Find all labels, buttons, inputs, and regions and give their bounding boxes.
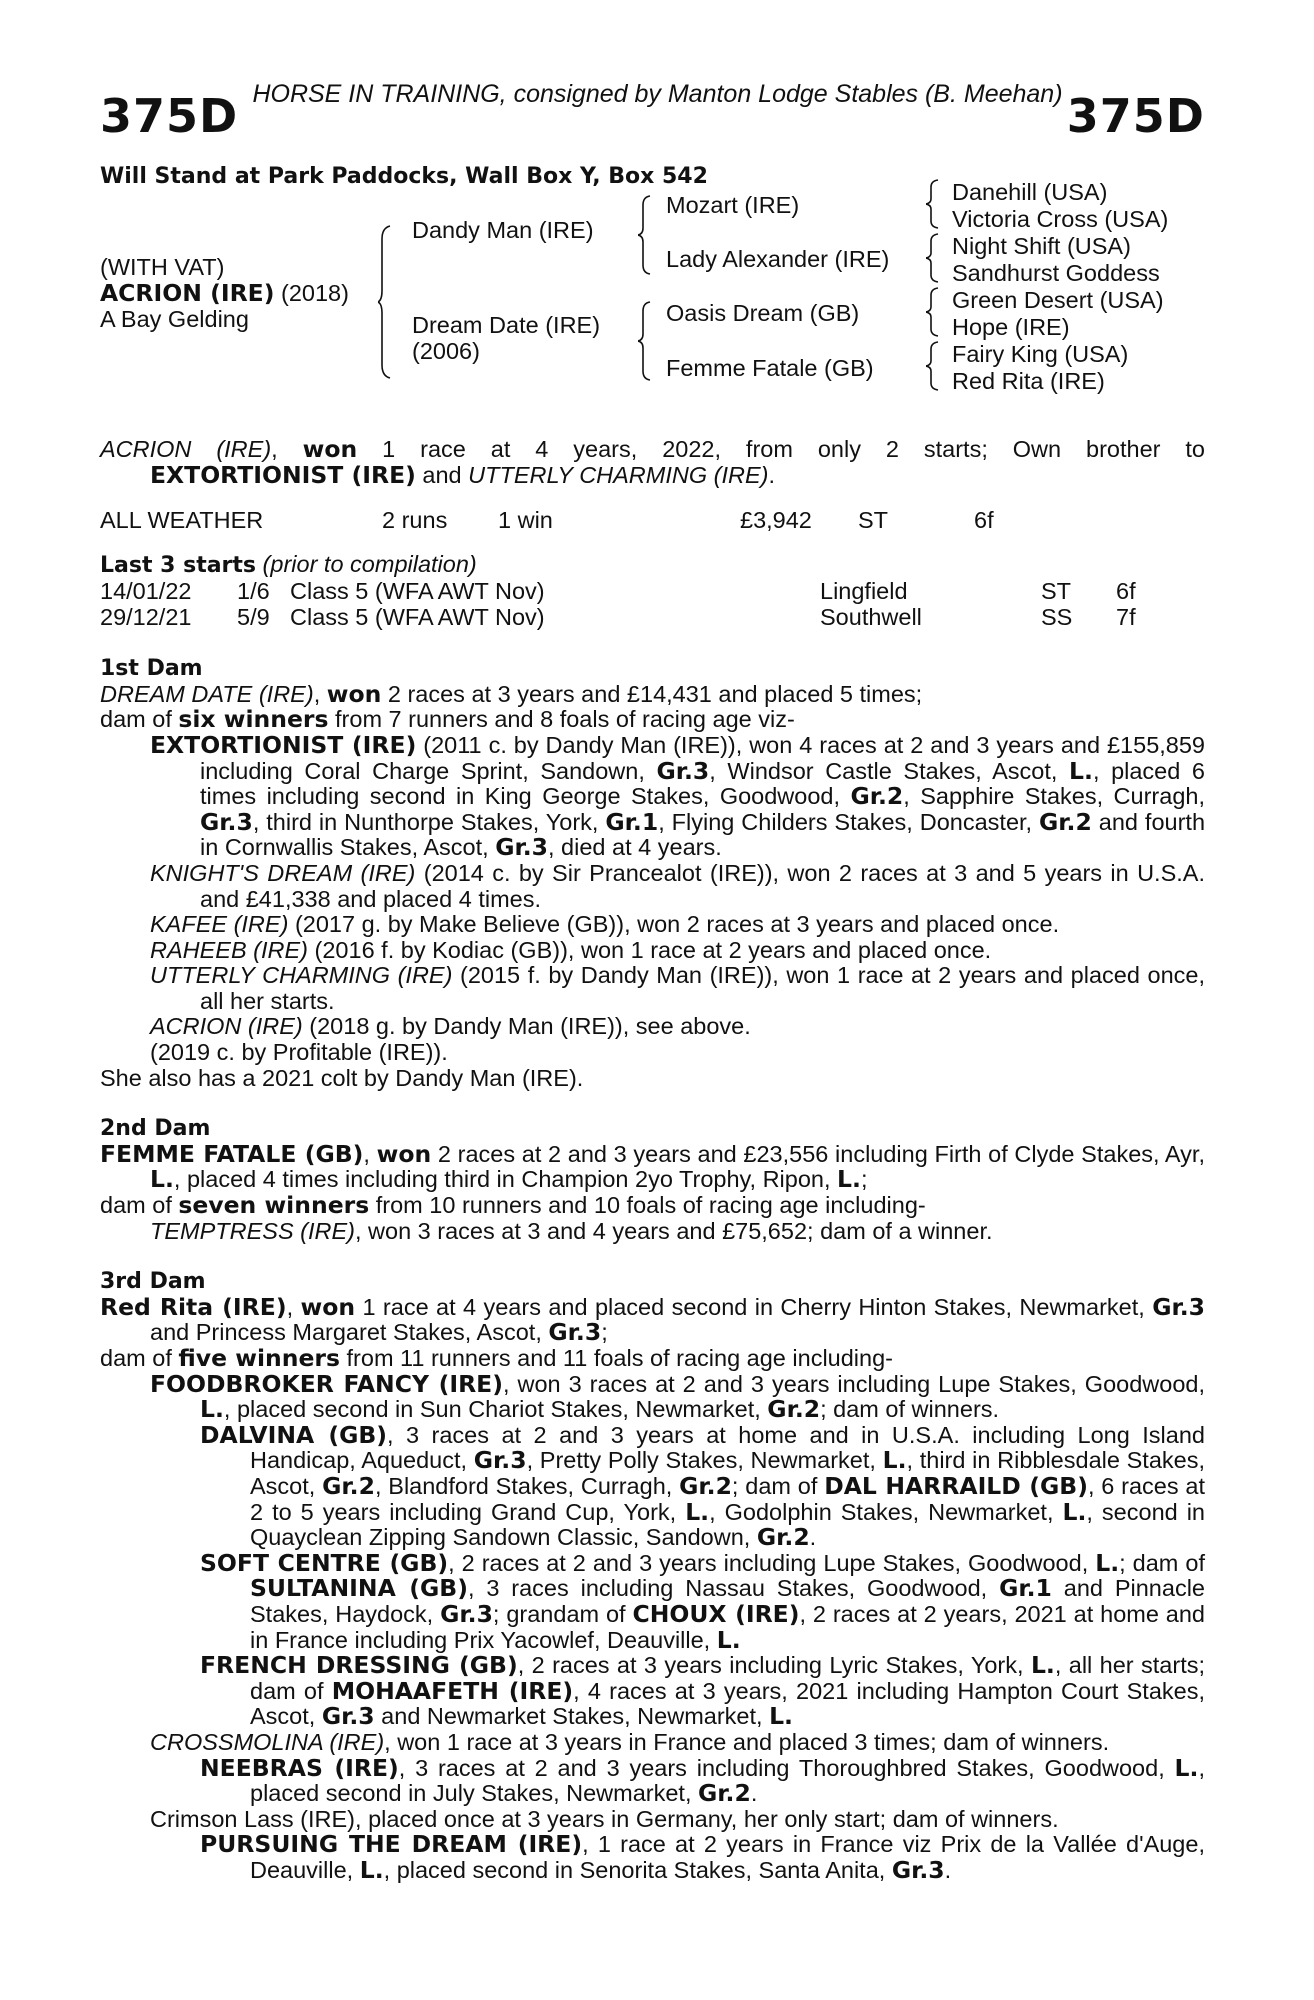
text-fragment: , won 3 races at 2 and 3 years including Lupe Stakes, Goodwood, — [502, 1370, 1205, 1397]
perf-runs: 2 runs — [382, 507, 448, 534]
catalogue-page — [100, 82, 1205, 1883]
grade-label: Gr.2 — [322, 1471, 375, 1500]
produce-entry — [100, 1369, 1205, 1424]
text-fragment: (2018 g. by Dandy Man (IRE)), see above. — [302, 1013, 751, 1040]
horse-name-line — [100, 281, 349, 307]
text-fragment: , 4 races at 3 years, 2021 including Hampton Court Stakes, Ascot, — [250, 1677, 1206, 1730]
produce-name: TEMPTRESS (IRE) — [150, 1217, 355, 1244]
grade-label: Gr.3 — [200, 807, 253, 836]
produce-entry — [100, 1219, 1205, 1245]
produce-entry — [100, 1753, 1205, 1808]
brace-icon — [926, 179, 940, 229]
text-fragment: (2015 f. by Dandy Man (IRE)), won 1 race at 2 years and placed once, all her starts. — [200, 962, 1205, 1014]
text-fragment: ; — [860, 1166, 868, 1193]
last-starts-note: (prior to compilation) — [256, 551, 477, 578]
text-fragment: , 2 races at 2 years, 2021 at home and in France including Prix Yacowlef, Deauville, — [250, 1600, 1205, 1653]
grandsire-8: Red Rita (IRE) — [952, 368, 1105, 395]
text-fragment: , Windsor Castle Stakes, Ascot, — [709, 757, 1070, 784]
produce-name: RAHEEB (IRE) — [150, 936, 308, 963]
text-fragment: (2014 c. by Sir Prancealot (IRE)), won 2 races at 3 and 5 years in U.S.A. and £41,338 and placed 4 times. — [200, 859, 1205, 912]
horse-name: ACRION (IRE) — [100, 279, 275, 308]
brace-icon — [638, 301, 652, 381]
text-fragment: (2016 f. by Kodiac (GB)), won 1 race at 2 years and placed once. — [308, 936, 992, 963]
start-row — [100, 579, 1205, 605]
start-going: SS — [1041, 603, 1073, 630]
text-fragment: . — [809, 1524, 817, 1551]
lot-number-left: 375D — [100, 88, 239, 143]
grade-label: Gr.3 — [440, 1599, 493, 1628]
text-fragment: 2 races at 3 years and £14,431 and placed 5 times; — [381, 680, 923, 707]
text-fragment: , third in Nunthorpe Stakes, York, — [252, 808, 606, 835]
produce-entry — [100, 861, 1205, 912]
third-dam-line — [100, 1292, 1205, 1347]
brace-icon — [378, 225, 392, 379]
grade-label: Gr.2 — [850, 782, 904, 811]
grade-label: Gr.2 — [767, 1395, 821, 1424]
produce-name: UTTERLY CHARMING (IRE) — [150, 962, 453, 989]
start-going: ST — [1041, 577, 1072, 604]
start-position: 1/6 — [237, 577, 270, 604]
text-fragment: and Princess Margaret Stakes, Ascot, — [150, 1319, 549, 1346]
grade-label: Gr.2 — [679, 1471, 732, 1500]
brace-icon — [638, 195, 652, 275]
text-fragment: ; grandam of — [492, 1600, 633, 1627]
third-dam-produce-line — [100, 1346, 1205, 1372]
text-fragment: from 7 runners and 8 foals of racing age viz- — [328, 706, 795, 733]
listed-label: L. — [1030, 1651, 1055, 1680]
brace-icon — [926, 287, 940, 337]
vat-note: (WITH VAT) — [100, 254, 225, 281]
grandsire-7: Fairy King (USA) — [952, 341, 1129, 368]
produce-entry — [100, 1730, 1205, 1756]
text-fragment: (2017 g. by Make Believe (GB)), won 2 races at 3 years and placed once. — [288, 911, 1060, 938]
dam: Dream Date (IRE) — [412, 312, 601, 339]
first-dam-line — [100, 679, 1205, 708]
third-dam-heading: 3rd Dam — [100, 1269, 206, 1295]
text-fragment: . — [750, 1780, 758, 1807]
text-fragment: , Blandford Stakes, Curragh, — [374, 1472, 680, 1499]
grade-label: Gr.3 — [891, 1855, 945, 1884]
stand-location: Will Stand at Park Paddocks, Wall Box Y, Box 542 — [100, 163, 708, 189]
produce-name: FOODBROKER FANCY (IRE) — [150, 1369, 503, 1398]
grandsire-2: Victoria Cross (USA) — [952, 206, 1169, 233]
grandsire-1: Danehill (USA) — [952, 179, 1108, 206]
text-fragment: ; dam of — [731, 1472, 825, 1499]
text-fragment: ; dam of — [1119, 1549, 1205, 1576]
produce-name: KAFEE (IRE) — [150, 911, 289, 938]
won-label: won — [300, 1292, 356, 1321]
performance-record — [100, 508, 1205, 534]
text-fragment: from 11 runners and 11 foals of racing age including- — [339, 1345, 893, 1371]
dam-sire: Oasis Dream (GB) — [666, 300, 860, 327]
text-fragment: dam of — [100, 1345, 179, 1371]
text-fragment: , 6 races at 2 to 5 years including Grand Cup, York, — [250, 1472, 1206, 1525]
text-fragment: , 2 races at 3 years including Lyric Stakes, York, — [517, 1652, 1031, 1679]
summary-won: won — [302, 435, 358, 464]
text-fragment: and Pinnacle Stakes, Haydock, — [250, 1575, 1205, 1627]
second-dam-produce-line — [100, 1193, 1205, 1219]
horse-year: (2018) — [281, 280, 349, 307]
sire-sire: Mozart (IRE) — [666, 192, 800, 219]
summary-line-2 — [100, 460, 1205, 489]
text-fragment: , placed second in Senorita Stakes, Santa Anita, — [383, 1856, 892, 1883]
start-date: 29/12/21 — [100, 603, 192, 630]
first-dam-produce-line — [100, 707, 1205, 733]
produce-name: CROSSMOLINA (IRE) — [150, 1728, 385, 1755]
produce-entry — [100, 1832, 1205, 1883]
first-dam-also: She also has a 2021 colt by Dandy Man (IRE). — [100, 1064, 584, 1091]
text-fragment: , placed second in Sun Chariot Stakes, Newmarket, — [223, 1396, 768, 1423]
produce-name: PURSUING THE DREAM (IRE) — [200, 1830, 583, 1859]
sire-dam: Lady Alexander (IRE) — [666, 246, 890, 273]
produce-name: DALVINA (GB) — [200, 1420, 388, 1449]
text-fragment: 1 race at 4 years and placed second in Cherry Hinton Stakes, Newmarket, — [355, 1293, 1153, 1320]
listed-label: L. — [837, 1165, 861, 1194]
text-fragment: , 2 races at 2 and 3 years including Lupe Stakes, Goodwood, — [448, 1549, 1096, 1576]
start-race: Class 5 (WFA AWT Nov) — [290, 577, 545, 604]
brace-icon — [926, 341, 940, 391]
text-fragment: , 1 race at 2 years in France viz Prix de la Vallée d'Auge, Deauville, — [250, 1831, 1205, 1883]
text-fragment: , Godolphin Stakes, Newmarket, — [709, 1498, 1063, 1525]
grade-label: Gr.3 — [473, 1446, 527, 1475]
produce-name: KNIGHT'S DREAM (IRE) — [150, 859, 416, 886]
consignment-line: HORSE IN TRAINING, consigned by Manton Lodge Stables (B. Meehan) — [252, 80, 1063, 108]
grade-label: Gr.2 — [756, 1523, 810, 1552]
produce-name: EXTORTIONIST (IRE) — [150, 730, 417, 759]
brace-icon — [926, 233, 940, 283]
third-dam-name: Red Rita (IRE) — [100, 1292, 287, 1321]
produce-entry: Crimson Lass (IRE), placed once at 3 years in Germany, her only start; dam of winners. — [150, 1805, 1059, 1832]
produce-entry: (2019 c. by Profitable (IRE)). — [150, 1039, 448, 1066]
produce-name: NEEBRAS (IRE) — [200, 1753, 399, 1782]
text-fragment: and fourth in Cornwallis Stakes, Ascot, — [200, 808, 1206, 861]
listed-label: L. — [1069, 756, 1093, 785]
text-fragment: from 10 runners and 10 foals of racing age including- — [369, 1192, 926, 1219]
produce-name: SULTANINA (GB) — [250, 1574, 468, 1603]
dam-dam: Femme Fatale (GB) — [666, 355, 874, 382]
produce-name: CHOUX (IRE) — [632, 1599, 800, 1628]
listed-label: L. — [1095, 1548, 1120, 1577]
text-fragment: , 3 races at 2 and 3 years including Thoroughbred Stakes, Goodwood, — [398, 1754, 1175, 1781]
produce-name: FRENCH DRESSING (GB) — [200, 1651, 518, 1680]
text-fragment: , — [363, 1140, 377, 1167]
perf-going: ST — [858, 507, 889, 534]
text-fragment: , died at 4 years. — [548, 834, 722, 861]
produce-entry — [100, 1653, 1205, 1730]
summary-sibling-1: EXTORTIONIST (IRE) — [150, 460, 416, 489]
grade-label: Gr.3 — [656, 756, 710, 785]
perf-wins: 1 win — [498, 507, 553, 534]
listed-label: L. — [716, 1625, 741, 1654]
produce-name: DAL HARRAILD (GB) — [824, 1471, 1088, 1500]
text-fragment: dam of — [100, 1192, 179, 1219]
listed-label: L. — [685, 1497, 710, 1526]
text-fragment: , — [286, 1293, 301, 1320]
winners-count: seven winners — [178, 1191, 370, 1220]
grade-label: Gr.2 — [698, 1779, 751, 1808]
text-fragment: . — [944, 1856, 952, 1883]
text-fragment: , 3 races including Nassau Stakes, Goodwood, — [467, 1575, 1000, 1602]
text-fragment: , all her starts; dam of — [250, 1652, 1205, 1704]
text-fragment: , placed second in July Stakes, Newmarket, — [250, 1754, 1205, 1807]
text-fragment: ; — [601, 1319, 608, 1346]
winners-count: six winners — [178, 705, 329, 734]
pedigree-table — [100, 179, 1205, 423]
grandsire-5: Green Desert (USA) — [952, 287, 1164, 314]
produce-entry — [100, 1420, 1206, 1552]
grandsire-6: Hope (IRE) — [952, 314, 1070, 341]
won-label: won — [326, 679, 382, 708]
grade-label: Gr.2 — [1039, 807, 1092, 836]
summary-sibling-2: UTTERLY CHARMING (IRE) — [468, 461, 769, 488]
produce-entry — [100, 730, 1206, 862]
text-fragment: , Sapphire Stakes, Curragh, — [903, 783, 1205, 810]
listed-label: L. — [359, 1855, 384, 1884]
grade-label: Gr.1 — [999, 1574, 1052, 1603]
start-course: Southwell — [820, 603, 922, 630]
produce-entry — [100, 1548, 1205, 1654]
grade-label: Gr.3 — [321, 1702, 375, 1731]
start-course: Lingfield — [820, 577, 908, 604]
summary-line-1 — [100, 437, 1205, 463]
perf-distance: 6f — [974, 507, 994, 534]
listed-label: L. — [769, 1702, 793, 1731]
produce-name: SOFT CENTRE (GB) — [200, 1548, 449, 1577]
text-fragment: , 3 races at 2 and 3 years at home and in U.S.A. including Long Island Handicap, Aqueduct, — [250, 1421, 1205, 1474]
summary-horse: ACRION (IRE) — [100, 436, 272, 463]
text-fragment: , placed 4 times including third in Champion 2yo Trophy, Ripon, — [173, 1166, 838, 1193]
first-dam-heading: 1st Dam — [100, 656, 203, 682]
produce-name: MOHAAFETH (IRE) — [331, 1676, 574, 1705]
last-starts-heading — [100, 552, 1205, 579]
listed-label: L. — [882, 1446, 907, 1475]
second-dam-line — [100, 1139, 1205, 1194]
perf-surface: ALL WEATHER — [100, 507, 264, 534]
start-position: 5/9 — [237, 603, 270, 630]
produce-entry — [100, 963, 1205, 1014]
last-starts-title: Last 3 starts — [100, 553, 257, 579]
first-dam-name: DREAM DATE (IRE) — [100, 680, 314, 707]
summary-comma: , — [271, 436, 303, 463]
start-race: Class 5 (WFA AWT Nov) — [290, 603, 545, 630]
text-fragment: (2011 c. by Dandy Man (IRE)), won 4 races at 2 and 3 years and £155,859 including Coral Charge Sprint, Sandown, — [200, 731, 1206, 784]
lot-number-right: 375D — [1066, 88, 1205, 143]
text-fragment: , second in Quayclean Zipping Sandown Classic, Sandown, — [250, 1498, 1206, 1551]
start-date: 14/01/22 — [100, 577, 192, 604]
dam-year: (2006) — [412, 338, 480, 365]
text-fragment: , — [313, 680, 327, 707]
text-fragment: , Pretty Polly Stakes, Newmarket, — [526, 1447, 883, 1474]
grandsire-4: Sandhurst Goddess — [952, 260, 1160, 287]
text-fragment: , won 3 races at 3 and 4 years and £75,652; dam of a winner. — [354, 1217, 993, 1244]
text-fragment: , won 1 race at 3 years in France and placed 3 times; dam of winners. — [384, 1728, 1110, 1755]
summary-and: and — [415, 461, 469, 488]
produce-entry — [100, 912, 1205, 938]
produce-name: ACRION (IRE) — [150, 1013, 303, 1040]
listed-label: L. — [150, 1165, 174, 1194]
start-distance: 7f — [1116, 603, 1136, 630]
start-row — [100, 605, 1205, 631]
grandsire-3: Night Shift (USA) — [952, 233, 1131, 260]
grade-label: Gr.3 — [548, 1318, 602, 1347]
start-distance: 6f — [1116, 577, 1136, 604]
perf-earnings: £3,942 — [740, 507, 812, 534]
text-fragment: ; dam of winners. — [820, 1396, 1000, 1423]
winners-count: five winners — [178, 1344, 340, 1372]
grade-label: Gr.1 — [605, 807, 659, 836]
text-fragment: , placed 6 times including second in King George Stakes, Goodwood, — [200, 757, 1205, 810]
text-fragment: 2 races at 2 and 3 years and £23,556 including Firth of Clyde Stakes, Ayr, — [431, 1140, 1205, 1167]
won-label: won — [376, 1139, 432, 1168]
listed-label: L. — [1062, 1497, 1087, 1526]
text-fragment: dam of — [100, 706, 179, 733]
listed-label: L. — [200, 1395, 224, 1424]
sire: Dandy Man (IRE) — [412, 217, 594, 244]
text-fragment: , third in Ribblesdale Stakes, Ascot, — [250, 1447, 1205, 1499]
listed-label: L. — [1174, 1753, 1199, 1782]
horse-description: A Bay Gelding — [100, 306, 249, 333]
grade-label: Gr.3 — [495, 833, 548, 862]
second-dam-name: FEMME FATALE (GB) — [100, 1139, 364, 1168]
summary-period: . — [768, 461, 776, 488]
text-fragment: , Flying Childers Stakes, Doncaster, — [658, 808, 1040, 835]
summary-text: 1 race at 4 years, 2022, from only 2 starts; Own brother to — [357, 436, 1206, 463]
produce-entry — [100, 938, 1205, 964]
produce-entry — [100, 1014, 1205, 1040]
grade-label: Gr.3 — [1152, 1292, 1205, 1321]
second-dam-heading: 2nd Dam — [100, 1116, 211, 1142]
text-fragment: and Newmarket Stakes, Newmarket, — [374, 1703, 770, 1730]
